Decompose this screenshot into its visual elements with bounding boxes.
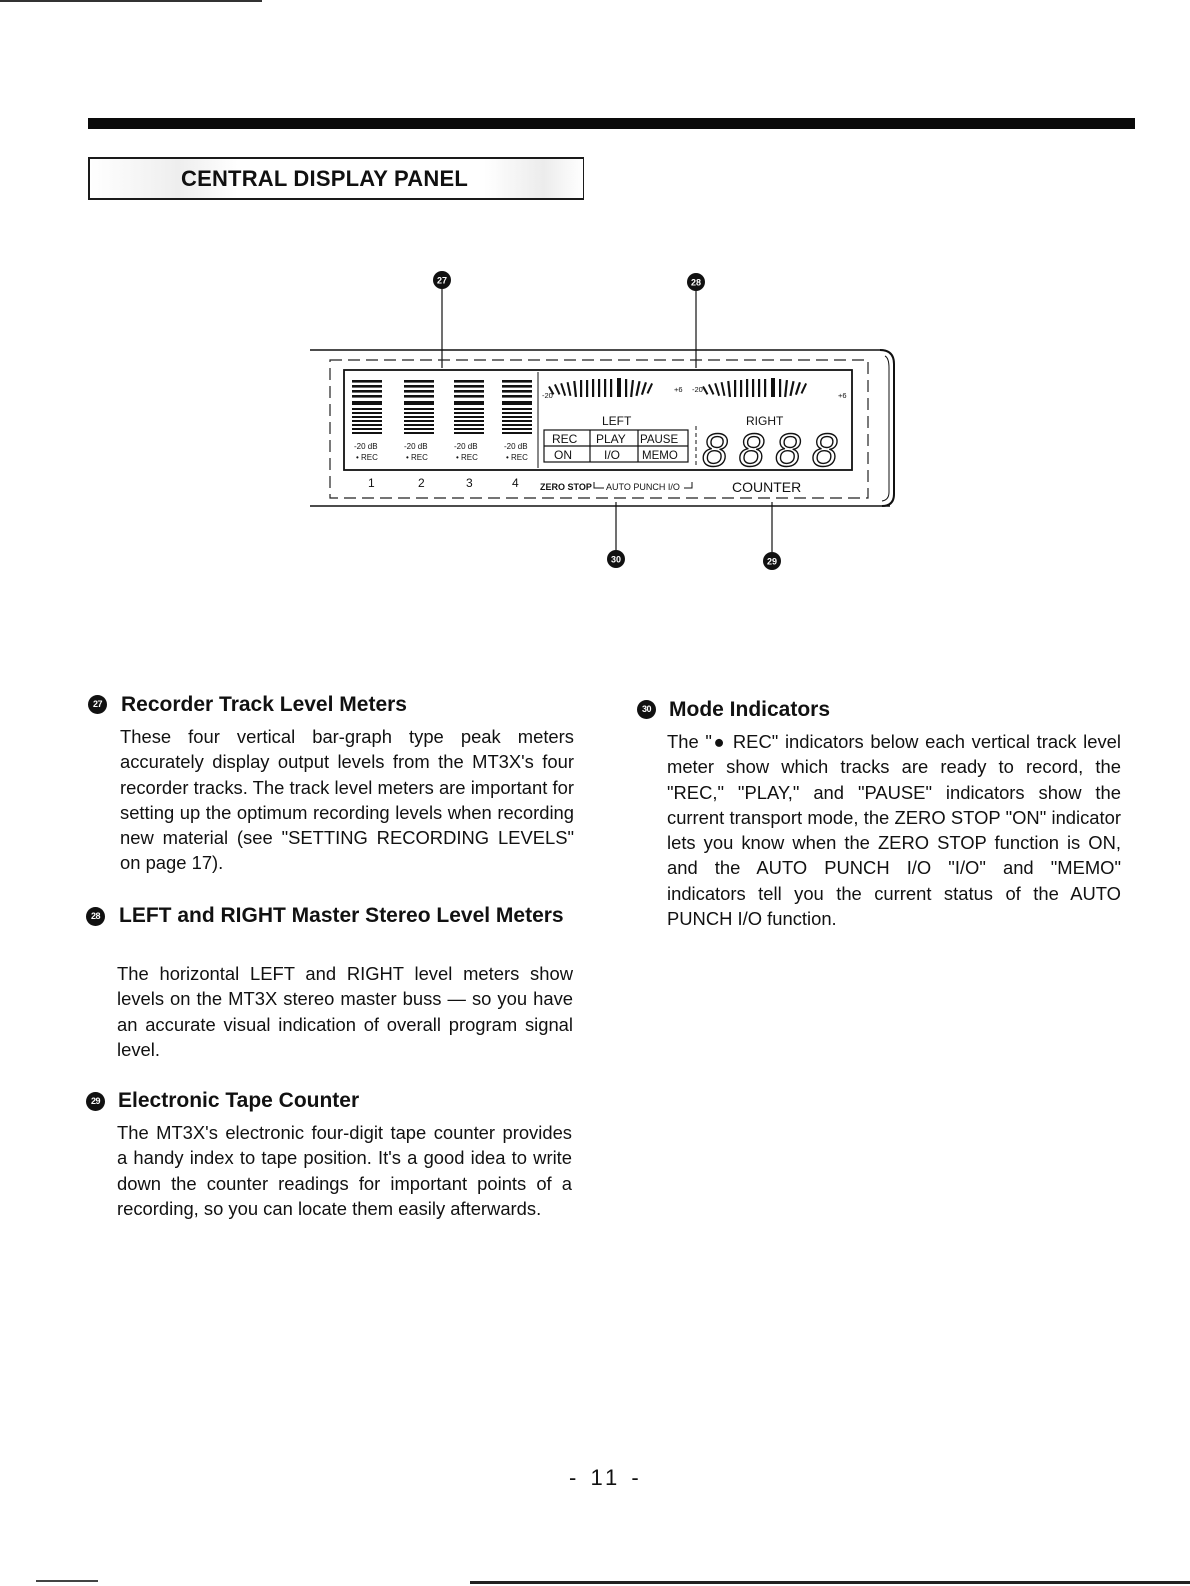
- section-28-title: LEFT and RIGHT Master Stereo Level Meters: [119, 904, 564, 927]
- callout-27-marker: [433, 271, 451, 289]
- callout-28-marker: [687, 273, 705, 291]
- section-28-body: The horizontal LEFT and RIGHT level meters show levels on the MT3X stereo master buss — so you have an accurate visual indication of overall program signal level.: [117, 963, 573, 1060]
- section-30-body: The "● REC" indicators below each vertical track level meter show which tracks are ready to record, the "REC," "PLAY," and "PAUSE" indicators show the current transport mode, the ZERO STOP "ON" indicator lets you know when the ZERO STOP function is ON, and the AUTO PUNCH I/O "I/O" and "MEMO" indicators tell you the current status of the AUTO PUNCH I/O function.: [667, 731, 1121, 930]
- punch-io-indicator: I/O: [604, 448, 621, 462]
- callout-30-marker: [607, 550, 625, 568]
- track-1-db-label: -20 dB: [354, 442, 378, 451]
- section-27-marker: 27: [88, 695, 107, 714]
- track-number-2: 2: [418, 476, 425, 490]
- track-3-rec-indicator: • REC: [456, 453, 478, 462]
- frame-right-inner: [882, 356, 889, 501]
- track-2-rec-indicator: • REC: [406, 453, 428, 462]
- auto-punch-label: AUTO PUNCH I/O: [606, 482, 680, 492]
- bottom-rule-left: [36, 1580, 98, 1582]
- left-scale-low: -20: [542, 391, 553, 400]
- page-number: - 11 -: [569, 1465, 643, 1490]
- right-scale-high: +6: [838, 391, 847, 400]
- section-28-marker: 28: [86, 907, 105, 926]
- section-27-body: These four vertical bar-graph type peak meters accurately display output levels from the MT3X's four recorder tracks. The track level meters are important for setting up the optimum recording levels when recording new material (see "SETTING RECORDING LEVELS" on page 17).: [120, 726, 574, 874]
- display-panel-diagram: [300, 268, 910, 588]
- track-number-3: 3: [466, 476, 473, 490]
- track-number-4: 4: [512, 476, 519, 490]
- callout-28-number: 28: [690, 277, 702, 288]
- play-mode-indicator: PLAY: [596, 432, 626, 446]
- left-meter-label: LEFT: [602, 414, 632, 428]
- tape-counter-digits: 8888: [702, 424, 849, 476]
- track-3-db-label: -20 dB: [454, 442, 478, 451]
- zero-stop-on-indicator: ON: [554, 448, 572, 462]
- frame-right-curve: [880, 350, 894, 506]
- zero-stop-label: ZERO STOP: [540, 482, 592, 492]
- auto-punch-bracket-right: [684, 482, 692, 488]
- callout-30-number: 30: [610, 554, 622, 565]
- section-29-body: The MT3X's electronic four-digit tape counter provides a handy index to tape position. It's a good idea to write down the counter readings for important points of a recording, so you can locate them easily afterwards.: [117, 1122, 572, 1219]
- top-rule: [0, 0, 262, 2]
- track-4-rec-indicator: • REC: [506, 453, 528, 462]
- right-meter-label: RIGHT: [746, 414, 784, 428]
- section-29-marker: 29: [86, 1092, 105, 1111]
- header-bar: [88, 118, 1135, 129]
- track-number-1: 1: [368, 476, 375, 490]
- callout-29-marker: [763, 552, 781, 570]
- rec-mode-indicator: REC: [552, 432, 578, 446]
- right-scale-low: -20: [692, 385, 703, 394]
- counter-label: COUNTER: [732, 479, 802, 495]
- track-2-db-label: -20 dB: [404, 442, 428, 451]
- section-30-title: Mode Indicators: [669, 698, 831, 721]
- callout-27-number: 27: [436, 275, 448, 286]
- section-27-title: Recorder Track Level Meters: [121, 693, 407, 716]
- memo-indicator: MEMO: [642, 450, 678, 462]
- track-1-rec-indicator: • REC: [356, 453, 378, 462]
- auto-punch-bracket-left: [594, 482, 604, 488]
- page-title: CENTRAL DISPLAY PANEL: [181, 166, 468, 191]
- section-30-marker: 30: [637, 700, 656, 719]
- callout-29-number: 29: [766, 556, 778, 567]
- left-scale-high: +6: [674, 385, 683, 394]
- pause-mode-indicator: PAUSE: [640, 434, 679, 446]
- section-29-title: Electronic Tape Counter: [118, 1089, 360, 1112]
- bottom-rule-right: [470, 1581, 1190, 1584]
- track-4-db-label: -20 dB: [504, 442, 528, 451]
